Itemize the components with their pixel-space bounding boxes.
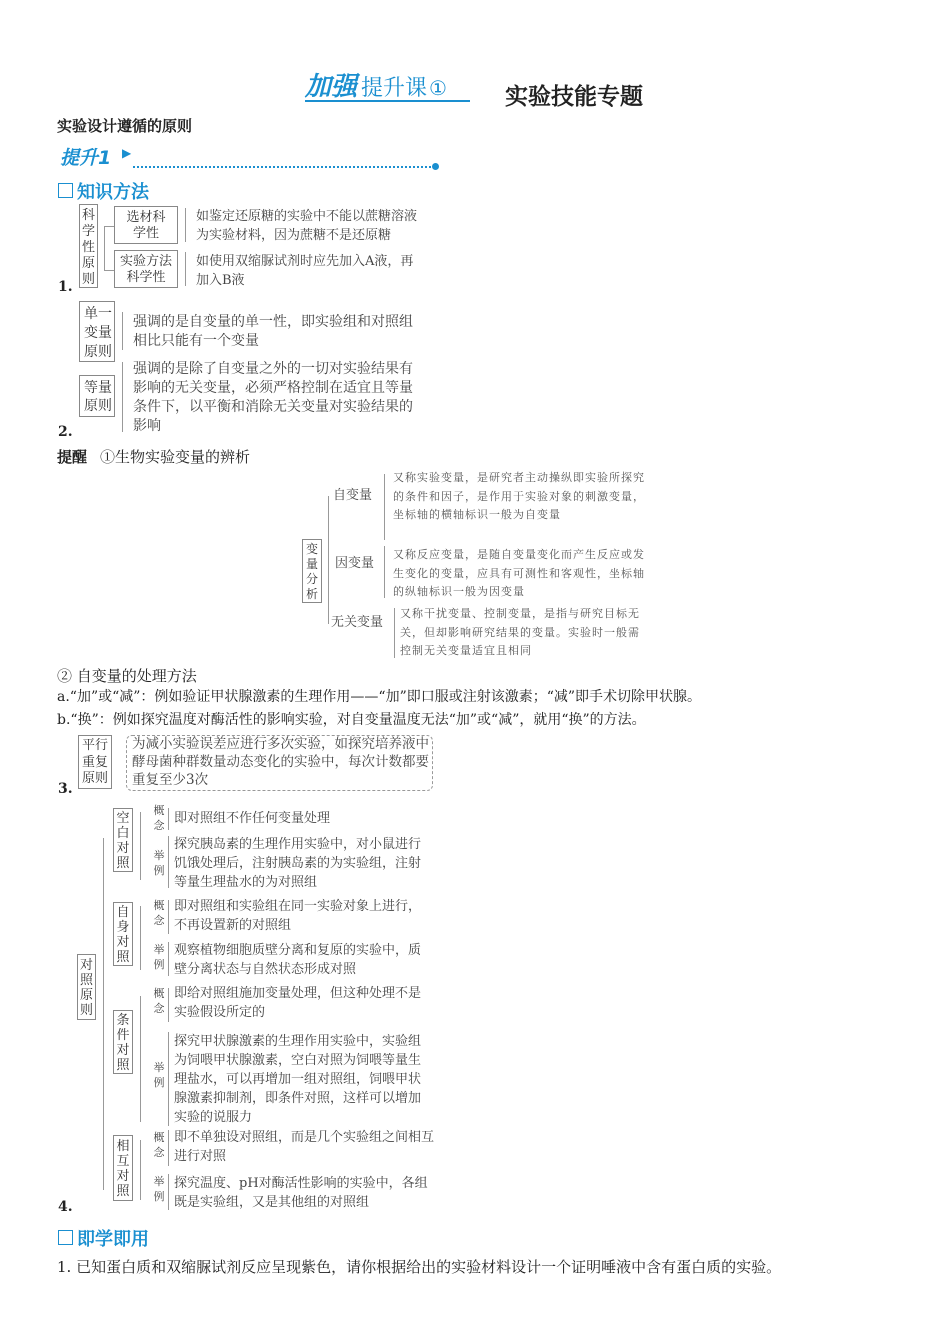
item-number: 2. [58, 424, 73, 440]
tj-jl: 举例 [153, 1061, 165, 1089]
kexue-brace [104, 226, 105, 270]
tisheng-arrow-icon: ▶ [122, 146, 132, 160]
xh-jl-brace [168, 1174, 169, 1210]
kb-label: 空白对照 [116, 811, 130, 871]
tixing-label: 提醒 [57, 448, 88, 466]
method-title: ② 自变量的处理方法 [57, 667, 197, 685]
repeat-text: 为减小实验误差应进行多次实验，如探究培养液中酵母菌种群数量动态变化的实验中，每次计数都要重复至少3次 [132, 736, 429, 788]
z-label: 自变量 [333, 488, 373, 503]
tj-jl-brace [168, 1032, 169, 1126]
xh-jl: 举例 [153, 1175, 165, 1203]
bianliang-brace [328, 496, 329, 624]
repeat-box [78, 735, 112, 789]
tisheng-label: 提升1 [60, 147, 112, 169]
method-a: a.“加”或“减”：例如验证甲状腺激素的生理作用——“加”即口服或注射该激素；“减”即手术切除甲状腺。 [57, 689, 702, 705]
tj-label: 条件对照 [116, 1013, 130, 1073]
kexue-link1 [104, 226, 114, 227]
header-logo [305, 66, 447, 103]
zs-gn-brace [168, 900, 169, 934]
y-label: 因变量 [335, 556, 375, 571]
tj-box [113, 1010, 133, 1074]
z-brace [384, 474, 385, 540]
duizhao-brace [103, 838, 104, 1190]
bianliang-root-label: 变量分析 [305, 542, 318, 601]
tisheng-line [133, 166, 435, 168]
jixue-label: 即学即用 [77, 1229, 149, 1250]
zs-jl-text: 观察植物细胞质壁分离和复原的实验中，质壁分离状态与自然状态形成对照 [174, 943, 422, 977]
xh-jl-text: 探究温度、pH对酶活性影响的实验中，各组既是实验组，又是其他组的对照组 [174, 1176, 428, 1210]
z-text: 又称实验变量，是研究者主动操纵即实验所探究的条件和因子，是作用于实验对象的刺激变量，坐标轴的横轴标识一般为自变量 [393, 471, 645, 521]
w-label: 无关变量 [331, 615, 384, 630]
kexue-root-label: 科学性原则 [82, 208, 96, 287]
zs-jl-brace [168, 942, 169, 976]
xh-box [113, 1135, 133, 1201]
single-text: 强调的是自变量的单一性，即实验组和对照组相比只能有一个变量 [133, 314, 413, 349]
kb-jl: 举例 [153, 849, 165, 877]
zs-brace [140, 906, 141, 970]
tisheng-dot [432, 163, 439, 170]
tj-gn-brace [168, 988, 169, 1022]
y-brace [384, 546, 385, 598]
kexue-b1 [114, 206, 178, 244]
tj-gn-text: 即给对照组施加变量处理，但这种处理不是实验假设所定的 [174, 986, 422, 1020]
question-1: 1. 已知蛋白质和双缩脲试剂反应呈现紫色，请你根据给出的实验材料设计一个证明唾液中含有蛋白质的实验。 [57, 1258, 782, 1276]
logo-tishengke: 提升课 [361, 76, 428, 101]
kexue-b2-text: 如使用双缩脲试剂时应先加入A液，再加入B液 [196, 254, 414, 288]
section-title: 实验设计遵循的原则 [57, 117, 193, 135]
checkbox-icon [58, 1230, 73, 1245]
kexue-link2 [104, 270, 114, 271]
equal-box [79, 375, 115, 417]
logo-number: ① [429, 76, 447, 100]
page-title: 实验技能专题 [505, 84, 643, 110]
kexue-b2-brace [185, 252, 186, 286]
kb-gn: 概念 [153, 804, 165, 832]
duizhao-root [77, 954, 96, 1020]
kb-gn-brace [168, 808, 169, 830]
item-number: 3. [58, 781, 73, 797]
kexue-root [79, 204, 98, 288]
zs-label: 自身对照 [116, 905, 130, 965]
zs-box [113, 902, 133, 966]
tj-gn: 概念 [153, 987, 165, 1015]
single-label: 单一变量原则 [84, 306, 112, 360]
xh-gn: 概念 [153, 1131, 165, 1159]
zhishi-label: 知识方法 [77, 182, 149, 203]
duizhao-root-label: 对照原则 [80, 958, 94, 1018]
checkbox-icon [58, 183, 73, 198]
single-box [79, 301, 115, 362]
tixing-text: ①生物实验变量的辨析 [100, 448, 251, 466]
xh-gn-text: 即不单独设对照组，而是几个实验组之间相互进行对照 [174, 1130, 435, 1164]
kexue-b1-label: 选材科学性 [126, 210, 166, 241]
bianliang-root [302, 539, 322, 603]
zs-jl: 举例 [153, 943, 165, 971]
kexue-b1-text: 如鉴定还原糖的实验中不能以蔗糖溶液为实验材料，因为蔗糖不是还原糖 [196, 209, 418, 243]
xh-label: 相互对照 [116, 1139, 130, 1199]
equal-label: 等量原则 [84, 380, 112, 414]
logo-jiaqiang: 加强 [305, 72, 358, 102]
zs-gn-text: 即对照组和实验组在同一实验对象上进行，不再设置新的对照组 [174, 899, 422, 933]
item-number: 4. [58, 1199, 73, 1215]
repeat-label: 平行重复原则 [81, 738, 108, 786]
tj-brace [140, 996, 141, 1122]
w-text: 又称干扰变量、控制变量，是指与研究目标无关，但却影响研究结果的变量。实验时一般需控制无关变量适宜且相同 [400, 607, 640, 657]
kexue-b2 [114, 250, 178, 288]
w-brace [394, 608, 395, 658]
kb-jl-text: 探究胰岛素的生理作用实验中，对小鼠进行饥饿处理后，注射胰岛素的为实验组，注射等量生理盐水的为对照组 [174, 837, 422, 890]
single-brace [122, 312, 123, 350]
kb-jl-brace [168, 836, 169, 888]
y-text: 又称反应变量，是随自变量变化而产生反应或发生变化的变量，应具有可测性和客观性，坐标轴的纵轴标识一般为因变量 [393, 548, 645, 598]
kexue-b2-label: 实验方法科学性 [119, 254, 172, 285]
item-number: 1. [58, 279, 73, 295]
kb-box [113, 808, 133, 872]
xh-gn-brace [168, 1130, 169, 1166]
method-b: b.“换”：例如探究温度对酶活性的影响实验，对自变量温度无法“加”或“减”，就用“换”的方法。 [57, 712, 646, 728]
kexue-b1-brace [185, 208, 186, 242]
equal-text: 强调的是除了自变量之外的一切对实验结果有影响的无关变量，必须严格控制在适宜且等量条件下，以平衡和消除无关变量对实验结果的影响 [133, 361, 413, 434]
zs-gn: 概念 [153, 899, 165, 927]
kb-gn-text: 即对照组不作任何变量处理 [174, 811, 331, 826]
kb-brace [140, 812, 141, 880]
equal-brace [122, 362, 123, 432]
tj-jl-text: 探究甲状腺激素的生理作用实验中，实验组为饲喂甲状腺激素，空白对照为饲喂等量生理盐水，可以再增加一组对照组，饲喂甲状腺激素抑制剂，即条件对照，这样可以增加实验的说服力 [174, 1034, 422, 1125]
xh-brace [140, 1140, 141, 1200]
